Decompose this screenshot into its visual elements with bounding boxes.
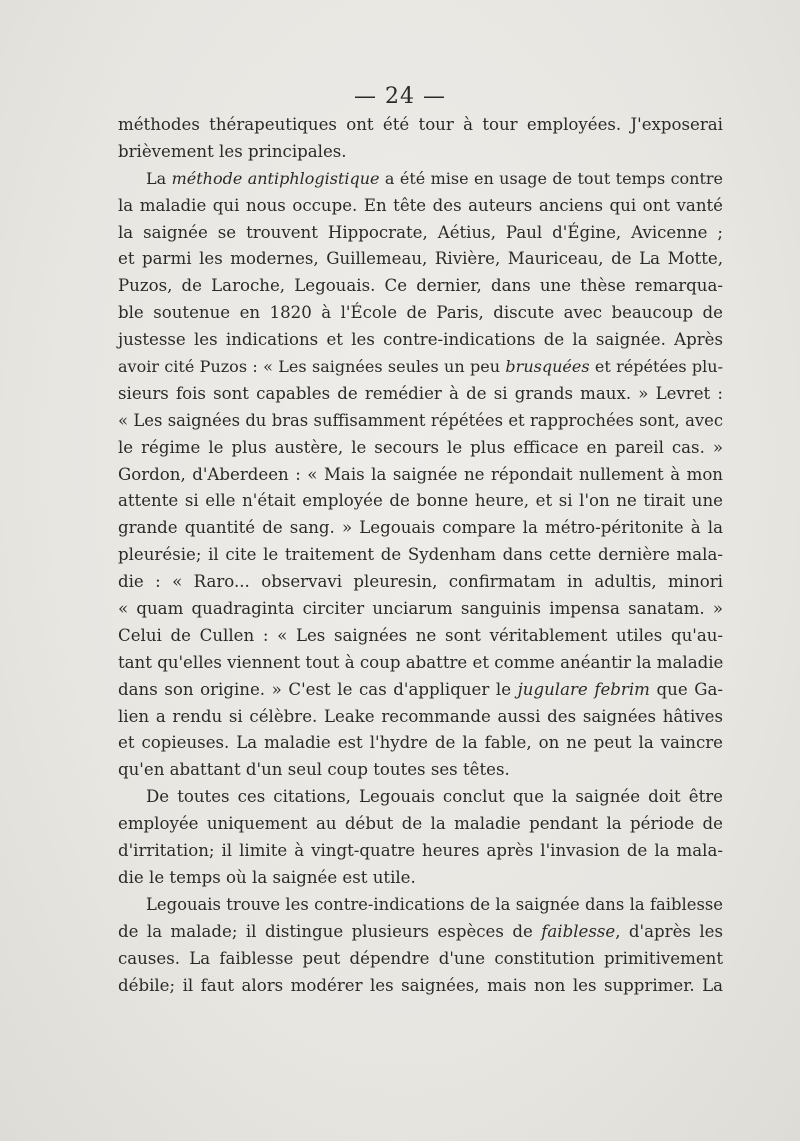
text-line: employée uniquement au début de la maladie pendant la période de	[118, 814, 723, 834]
text-line: Legouais trouve les contre-indications de la saignée dans la faiblesse	[146, 894, 723, 914]
text-line: justesse les indications et les contre-indications de la saignée. Après	[118, 330, 723, 350]
text-segment: La	[146, 168, 172, 188]
text-line: « Les saignées du bras suffisamment répétées et rapprochées sont, avec	[118, 410, 723, 430]
text-line: qu'en abattant d'un seul coup toutes ses têtes.	[118, 760, 510, 780]
italic-text: jugulare febrim	[517, 679, 650, 699]
italic-text: brusquées	[505, 357, 590, 377]
text-line: méthodes thérapeutiques ont été tour à tour employées. J'exposerai	[118, 115, 723, 134]
text-line: lien a rendu si célèbre. Leake recommande aussi des saignées hâtives	[118, 706, 723, 726]
text-line	[118, 354, 723, 381]
text-line: brièvement les principales.	[118, 141, 347, 161]
text-line: le régime le plus austère, le secours le plus efficace en pareil cas. »	[118, 437, 723, 457]
text-line: débile; il faut alors modérer les saignées, mais non les supprimer. La	[118, 975, 723, 995]
text-line: die le temps où la saignée est utile.	[118, 867, 416, 887]
text-line: la saignée se trouvent Hippocrate, Aétius, Paul d'Égine, Avicenne ;	[118, 222, 723, 242]
text-line: et copieuses. La maladie est l'hydre de la fable, on ne peut la vaincre	[118, 733, 723, 753]
text-line: Puzos, de Laroche, Legouais. Ce dernier, dans une thèse remarqua-	[118, 276, 723, 296]
text-line: pleurésie; il cite le traitement de Sydenham dans cette dernière mala-	[118, 545, 723, 565]
text-line	[118, 166, 723, 193]
text-line: grande quantité de sang. » Legouais compare la métro-péritonite à la	[118, 518, 723, 538]
text-line	[118, 677, 723, 704]
text-line: die : « Raro... observavi pleuresin, confirmatam in adultis, minori	[118, 572, 723, 592]
italic-text: faiblesse	[541, 921, 616, 941]
body-text	[118, 112, 723, 999]
text-segment: , d'après les	[615, 921, 723, 941]
text-line: d'irritation; il limite à vingt-quatre heures après l'invasion de la mala-	[118, 841, 723, 861]
text-line: sieurs fois sont capables de remédier à de si grands maux. » Levret :	[118, 383, 723, 403]
text-segment: dans son origine. » C'est le cas d'appliquer le	[118, 679, 518, 699]
text-line: attente si elle n'était employée de bonne heure, et si l'on ne tirait une	[118, 491, 723, 511]
text-line: causes. La faiblesse peut dépendre d'une constitution primitivement	[118, 948, 723, 968]
text-line: la maladie qui nous occupe. En tête des auteurs anciens qui ont vanté	[118, 195, 723, 215]
page-number: — 24 —	[354, 84, 446, 109]
text-line: tant qu'elles viennent tout à coup abattre et comme anéantir la maladie	[118, 652, 724, 672]
text-line: « quam quadraginta circiter unciarum sanguinis impensa sanatam. »	[118, 599, 723, 619]
text-segment: avoir cité Puzos : « Les saignées seules un peu	[118, 357, 506, 377]
text-line: ble soutenue en 1820 à l'École de Paris, discute avec beaucoup de	[118, 303, 723, 323]
text-segment: et répétées plu-	[589, 357, 724, 377]
text-line: Gordon, d'Aberdeen : « Mais la saignée ne répondait nullement à mon	[118, 464, 723, 484]
text-segment: que Ga-	[649, 679, 723, 699]
text-line: et parmi les modernes, Guillemeau, Rivière, Mauriceau, de La Motte,	[118, 249, 723, 269]
text-line: Celui de Cullen : « Les saignées ne sont véritablement utiles qu'au-	[118, 625, 723, 645]
text-line: De toutes ces citations, Legouais conclut que la saignée doit être	[146, 787, 723, 807]
text-line	[118, 919, 723, 946]
italic-text: méthode antiphlogistique	[171, 168, 380, 188]
text-segment: a été mise en usage de tout temps contre	[379, 168, 724, 188]
text-segment: de la malade; il distingue plusieurs espèces de	[118, 921, 542, 941]
